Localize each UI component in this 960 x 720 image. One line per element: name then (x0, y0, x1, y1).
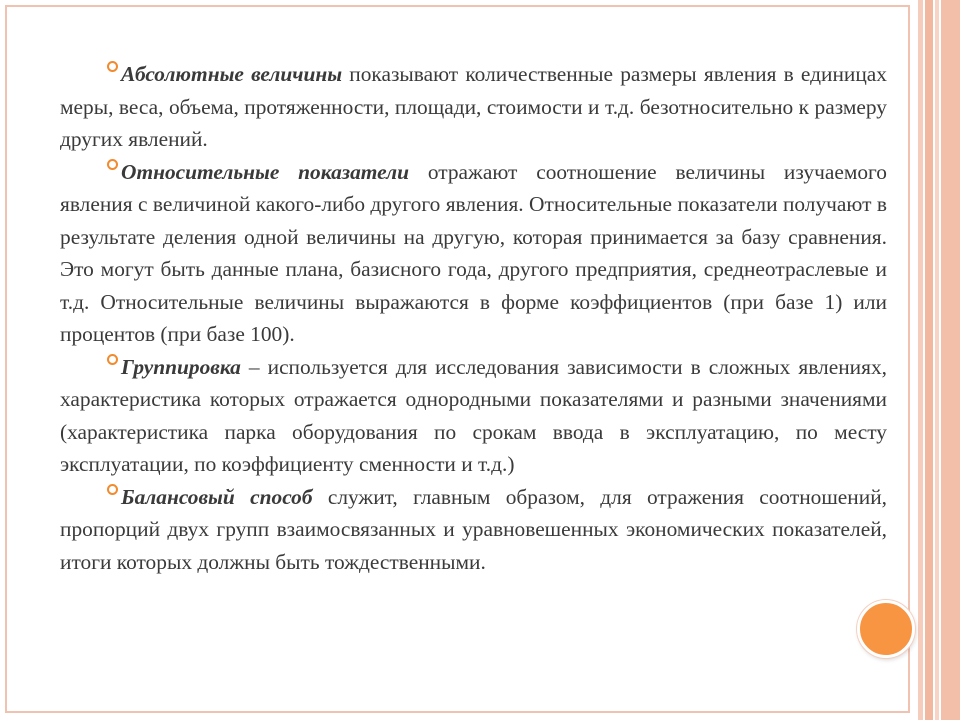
definition-grouping: – используется для исследования зависимости в сложных явлениях, характеристика которых отражается однородными показателями и разными значениями (характеристика парка оборудования по срокам ввода в эксплуатацию, по месту эксплуатации, по коэффициенту сменности и т.д.) (60, 354, 887, 476)
bullet-ring-icon (107, 61, 118, 72)
term-balance: Балансовый способ (121, 484, 313, 509)
term-grouping: Группировка (121, 354, 241, 379)
bullet-ring-icon (107, 354, 118, 365)
term-relative: Относительные показатели (121, 159, 409, 184)
slide-content (60, 58, 887, 578)
decor-stripe (941, 0, 960, 720)
bullet-ring-icon (107, 159, 118, 170)
decor-stripe (925, 0, 933, 720)
bullet-paragraph-absolute (60, 58, 887, 156)
definition-relative: отражают соотношение величины изучаемого явления с величиной какого-либо другого явления. Относительные показатели получают в результате деления одной величины на другую, которая принимается за базу сравнения. Это могут быть данные плана, базисного года, другого предприятия, среднеотраслевые и т.д. Относительные величины выражаются в форме коэффициентов (при базе 1) или процентов (при базе 100). (60, 159, 887, 346)
definition-absolute: показывают количественные размеры явления в единицах меры, веса, объема, протяженности, площади, стоимости и т.д. безотносительно к размеру других явлений. (60, 62, 887, 151)
bullet-paragraph-balance (60, 481, 887, 579)
definition-balance: служит, главным образом, для отражения соотношений, пропорций двух групп взаимосвязанных и уравновешенных экономических показателей, итоги которых должны быть тождественными. (60, 484, 887, 574)
bullet-paragraph-grouping (60, 351, 887, 481)
bullet-ring-icon (107, 484, 118, 495)
orange-circle-decoration (857, 600, 915, 658)
decor-stripe (935, 0, 939, 720)
bullet-paragraph-relative (60, 156, 887, 351)
decor-stripe (918, 0, 923, 720)
term-absolute: Абсолютные величины (121, 62, 343, 86)
